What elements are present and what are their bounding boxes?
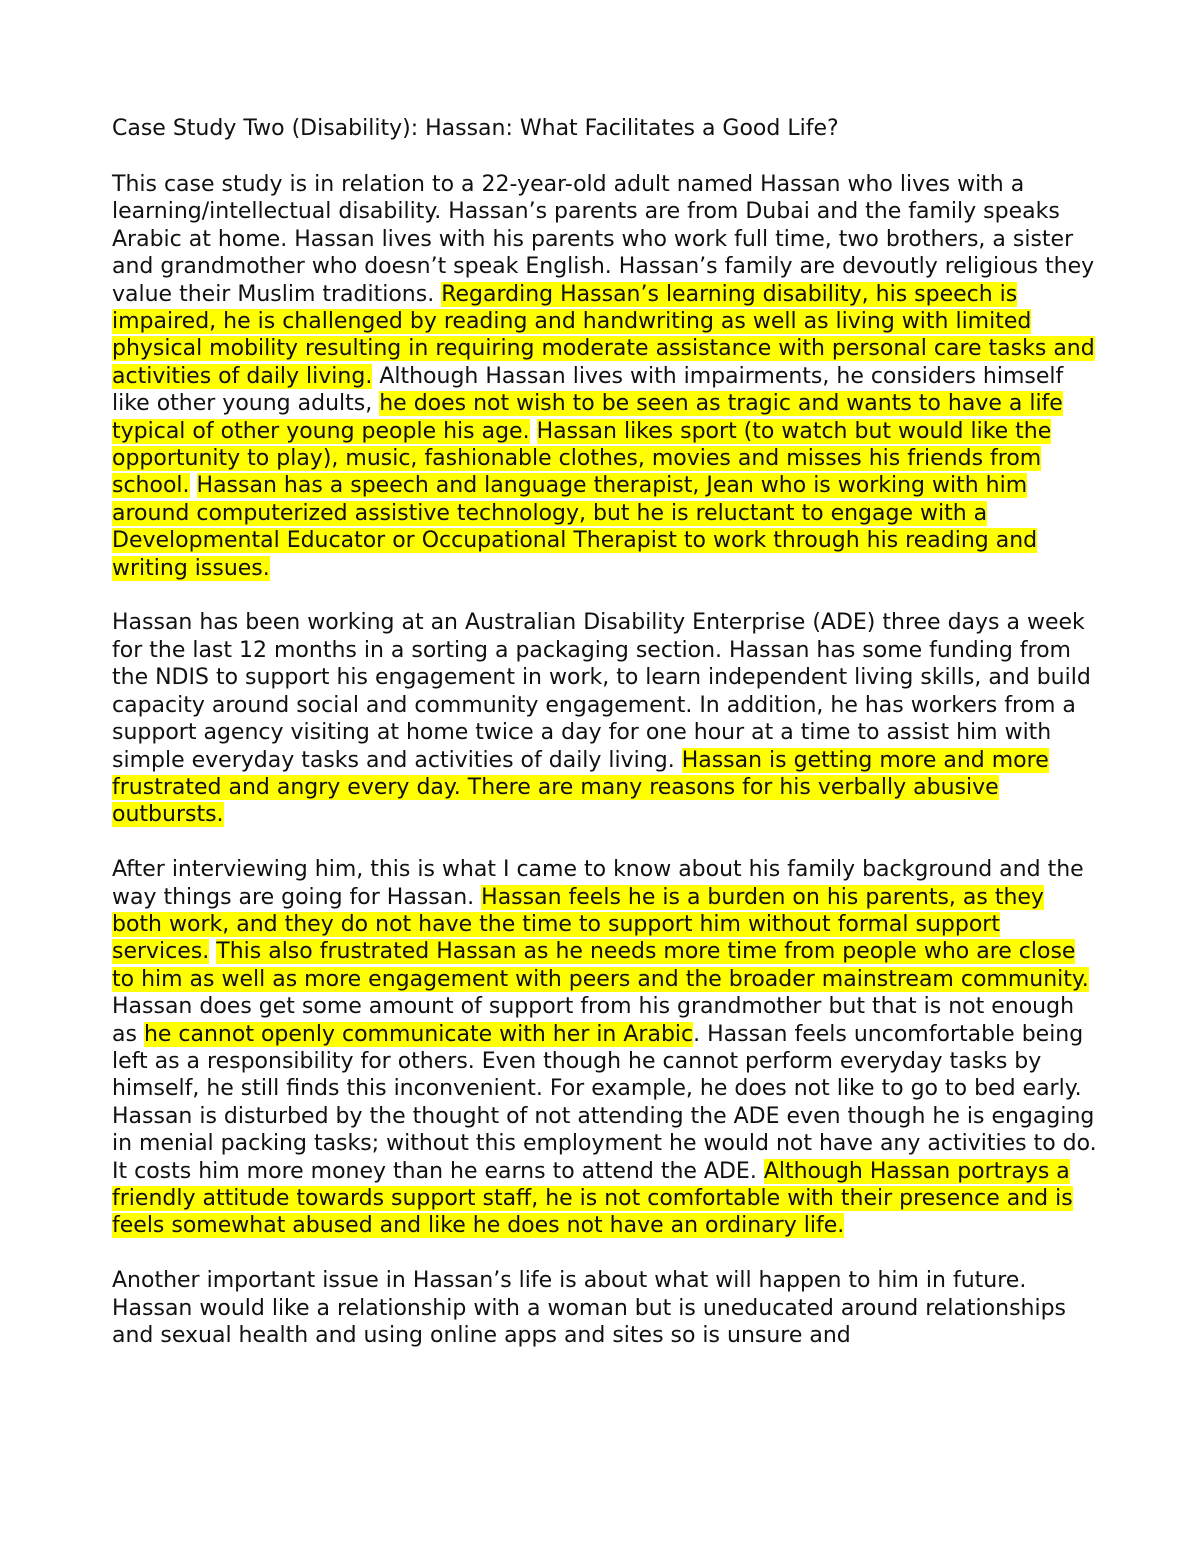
highlighted-text: Hassan feels he is a burden on his parents, as they both work, and they do not have the time to support him without formal support services. [112, 884, 1044, 965]
text-run: Hassan has been working at an Australian Disability Enterprise (ADE) three days a week for the last 12 months in a sorting a packaging section. Hassan has some funding from the NDIS to support his engagement in work, to learn independent living skills, and build capacity around social and community engagement. In addition, he has workers from a support agency visiting at home twice a day for one hour at a time to assist him with simple everyday tasks and activities of daily living. [112, 610, 1091, 773]
document-paragraphs [112, 171, 1097, 1349]
paragraph [112, 856, 1097, 1240]
text-run [530, 419, 537, 444]
highlighted-text: he cannot openly communicate with her in Arabic [143, 1021, 694, 1047]
highlighted-text: Hassan likes sport (to watch but would like the opportunity to play), music, fashionable clothes, movies and misses his friends from school. [112, 418, 1052, 499]
text-run: This case study is in relation to a 22-year-old adult named Hassan who lives with a learning/intellectual disability. Hassan’s parents are from Dubai and the family speaks Arabic at home. Hassan lives with his parents who work full time, two brothers, a sister and grandmother who doesn’t speak English. Hassan’s family are devoutly religious they value their Muslim traditions. [112, 172, 1095, 307]
document-title: Case Study Two (Disability): Hassan: What Facilitates a Good Life? [112, 116, 839, 141]
paragraph [112, 609, 1097, 828]
paragraph [112, 1267, 1097, 1349]
highlighted-text: This also frustrated Hassan as he needs more time from people who are close to him as well as more engagement with peers and the broader mainstream community. [112, 939, 1089, 992]
highlighted-text: Hassan has a speech and language therapist, Jean who is working with him around computerized assistive technology, but he is reluctant to engage with a Developmental Educator or Occupational Therapist to work through his reading and writing issues. [112, 473, 1038, 581]
highlighted-text: Regarding Hassan’s learning disability, his speech is impaired, he is challenged by reading and handwriting as well as living with limited physical mobility resulting in requiring moderate assistance with personal care tasks and activities of daily living. [112, 281, 1095, 389]
text-run: . Hassan feels uncomfortable being left as a responsibility for others. Even though he cannot perform everyday tasks by himself, he still finds this inconvenient. For example, he does not like to go to bed early. Hassan is disturbed by the thought of not attending the ADE even though he is engaging in menial packing tasks; without this employment he would not have any activities to do. It costs him more money than he earns to attend the ADE. [112, 1021, 1097, 1184]
highlighted-text: Although Hassan portrays a friendly attitude towards support staff, he is not comfortable with their presence and is feels somewhat abused and like he does not have an ordinary life. [112, 1158, 1073, 1239]
document-body [112, 114, 1097, 1377]
text-run [190, 473, 197, 498]
text-run: Hassan does get some amount of support from his grandmother but that is not enough as [112, 994, 1075, 1047]
text-run: Another important issue in Hassan’s life is about what will happen to him in future. Hassan would like a relationship with a woman but is uneducated around relationships and sexual health and using online apps and sites so is unsure and [112, 1268, 1067, 1349]
highlighted-text: he does not wish to be seen as tragic and wants to have a life typical of other young people his age. [112, 391, 1063, 444]
text-run: After interviewing him, this is what I came to know about his family background and the way things are going for Hassan. [112, 857, 1084, 910]
text-run: Although Hassan lives with impairments, he considers himself like other young adults, [112, 363, 1064, 417]
paragraph [112, 171, 1097, 582]
highlighted-text: Hassan is getting more and more frustrated and angry every day. There are many reasons for his verbally abusive outbursts. [112, 747, 1049, 828]
